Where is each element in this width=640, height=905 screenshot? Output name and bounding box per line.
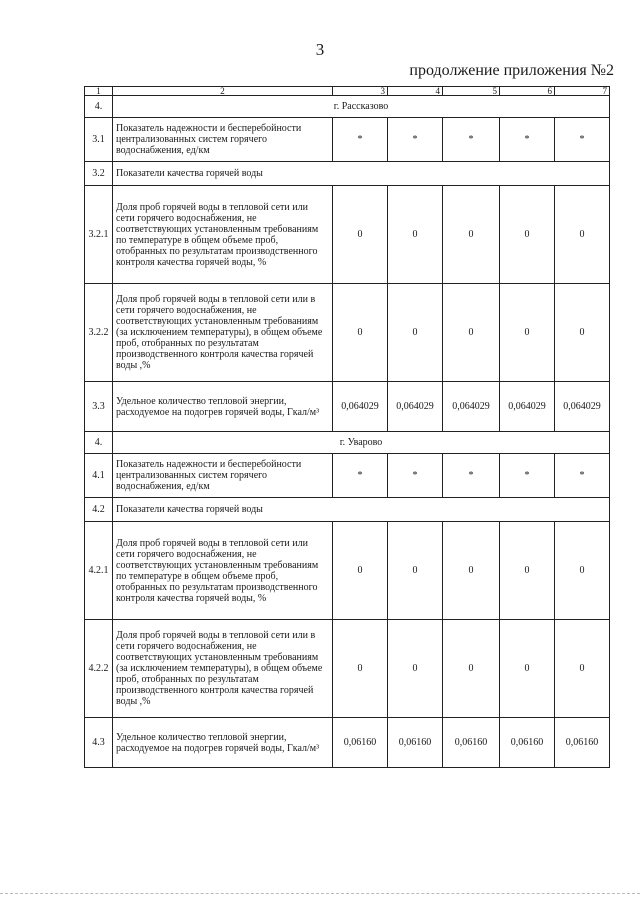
value-cell: 0 [500,284,555,382]
value-cell: 0 [555,186,610,284]
value-cell: 0,06160 [388,718,443,768]
value-cell: * [443,454,500,498]
value-cell: 0 [500,522,555,620]
value-cell: * [333,118,388,162]
value-cell: * [388,118,443,162]
value-cell: * [500,118,555,162]
value-cell: 0 [443,522,500,620]
row-number: 4.3 [85,718,113,768]
value-cell: * [388,454,443,498]
value-cell: 0,064029 [443,382,500,432]
value-cell: 0,064029 [555,382,610,432]
value-cell: 0 [500,620,555,718]
indicator-description: Удельное количество тепловой энергии, расходуемое на подогрев горячей воды, Гкал/м³ [113,718,333,768]
header-cell: 7 [555,87,610,96]
value-cell: 0,064029 [333,382,388,432]
indicator-description: Доля проб горячей воды в тепловой сети или в сети горячего водоснабжения, не соответствующих установленным требованиям (за исключением температуры), в общем объеме проб, отобранных по результатам производственного контроля качества горячей воды ,% [113,620,333,718]
row-number: 3.3 [85,382,113,432]
header-cell: 6 [500,87,555,96]
value-cell: 0 [388,186,443,284]
header-cell: 5 [443,87,500,96]
row-number: 4.2.2 [85,620,113,718]
page-bottom-artifact [0,893,640,898]
value-cell: 0 [333,620,388,718]
table-header-row [85,87,610,96]
indicator-description: Доля проб горячей воды в тепловой сети или в сети горячего водоснабжения, не соответствующих установленным требованиям (за исключением температуры), в общем объеме проб, отобранных по результатам производственного контроля качества горячей воды ,% [113,284,333,382]
table-row [85,382,610,432]
value-cell: 0 [555,284,610,382]
value-cell: 0 [443,186,500,284]
value-cell: 0 [333,284,388,382]
city-row [85,432,610,454]
appendix-continuation-title: продолжение приложения №2 [409,62,614,79]
value-cell: 0 [388,522,443,620]
row-number: 3.1 [85,118,113,162]
table-row [85,498,610,522]
value-cell: 0,06160 [555,718,610,768]
value-cell: 0,06160 [500,718,555,768]
table-body [85,87,610,768]
value-cell: 0 [388,284,443,382]
value-cell: 0 [388,620,443,718]
indicator-description: Показатели качества горячей воды [113,498,610,522]
row-number: 4.2.1 [85,522,113,620]
indicator-description: Показатель надежности и бесперебойности централизованных систем горячего водоснабжения, ед/км [113,118,333,162]
header-cell: 1 [85,87,113,96]
indicator-description: Удельное количество тепловой энергии, расходуемое на подогрев горячей воды, Гкал/м³ [113,382,333,432]
table-row [85,186,610,284]
table-row [85,718,610,768]
city-name: г. Уварово [113,432,610,454]
value-cell: 0 [500,186,555,284]
value-cell: * [500,454,555,498]
table-row [85,162,610,186]
row-number: 3.2.2 [85,284,113,382]
page-number: 3 [315,40,325,59]
row-number: 4. [85,432,113,454]
table-row [85,118,610,162]
city-row [85,96,610,118]
city-name: г. Рассказово [113,96,610,118]
table-row [85,522,610,620]
value-cell: 0,064029 [388,382,443,432]
header-cell: 3 [333,87,388,96]
value-cell: * [333,454,388,498]
value-cell: 0 [333,186,388,284]
value-cell: 0 [555,620,610,718]
value-cell: 0 [443,284,500,382]
row-number: 4. [85,96,113,118]
value-cell: 0 [443,620,500,718]
value-cell: 0 [333,522,388,620]
value-cell: 0 [555,522,610,620]
value-cell: * [555,118,610,162]
indicator-description: Показатели качества горячей воды [113,162,610,186]
row-number: 3.2 [85,162,113,186]
table-row [85,620,610,718]
indicators-table [84,86,610,768]
value-cell: 0,06160 [333,718,388,768]
indicator-description: Доля проб горячей воды в тепловой сети или сети горячего водоснабжения, не соответствующих установленным требованиям по температуре в общем объеме проб, отобранных по результатам производственного контроля качества горячей воды, % [113,522,333,620]
indicator-description: Доля проб горячей воды в тепловой сети или сети горячего водоснабжения, не соответствующих установленным требованиям по температуре в общем объеме проб, отобранных по результатам производственного контроля качества горячей воды, % [113,186,333,284]
table-row [85,454,610,498]
value-cell: * [443,118,500,162]
indicator-description: Показатель надежности и бесперебойности централизованных систем горячего водоснабжения, ед/км [113,454,333,498]
row-number: 4.1 [85,454,113,498]
header-cell: 2 [113,87,333,96]
row-number: 3.2.1 [85,186,113,284]
value-cell: * [555,454,610,498]
row-number: 4.2 [85,498,113,522]
value-cell: 0,06160 [443,718,500,768]
value-cell: 0,064029 [500,382,555,432]
header-cell: 4 [388,87,443,96]
table-row [85,284,610,382]
